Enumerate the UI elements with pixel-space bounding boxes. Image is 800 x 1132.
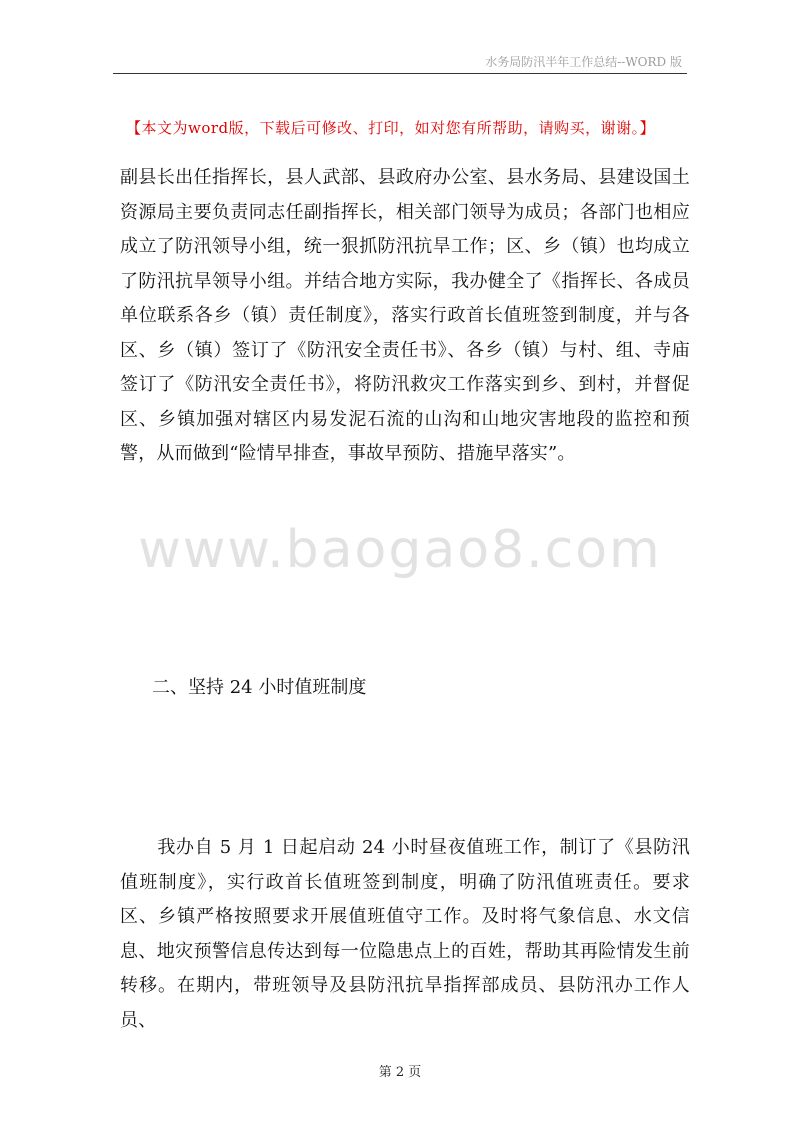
section-heading: 二、坚持 24 小时值班制度: [152, 677, 367, 698]
header-title: 水务局防汛半年工作总结--WORD 版: [485, 55, 682, 69]
header-rule: [113, 73, 687, 74]
page-number: 第 2 页: [378, 1065, 422, 1080]
body-paragraph-1: 副县长出任指挥长，县人武部、县政府办公室、县水务局、县建设国土资源局主要负责同志任副指挥长，相关部门领导为成员；各部门也相应成立了防汛领导小组，统一狠抓防汛抗旱工作；区、乡（镇）也均成立了防汛抗旱领导小组。并结合地方实际，我办健全了《指挥长、各成员单位联系各乡（镇）责任制度》，落实行政首长值班签到制度，并与各区、乡（镇）签订了《防汛安全责任书》、各乡（镇）与村、组、寺庙签订了《防汛安全责任书》，将防汛救灾工作落实到乡、到村，并督促区、乡镇加强对辖区内易发泥石流的山沟和山地灾害地段的监控和预警，从而做到“险情早排查，事故早预防、措施早落实”。: [120, 167, 690, 464]
watermark: www.baogao8.com: [138, 520, 662, 580]
download-notice: 【本文为word版，下载后可修改、打印，如对您有所帮助，请购买，谢谢。】: [126, 119, 656, 137]
body-paragraph-2: 我办自 5 月 1 日起启动 24 小时昼夜值班工作，制订了《县防汛值班制度》，实行政首长值班签到制度，明确了防汛值班责任。要求区、乡镇严格按照要求开展值班值守工作。及时将气象信息、水文信息、地灾预警信息传达到每一位隐患点上的百姓，帮助其再险情发生前转移。在期内，带班领导及县防汛抗旱指挥部成员、县防汛办工作人员、: [120, 837, 690, 1031]
